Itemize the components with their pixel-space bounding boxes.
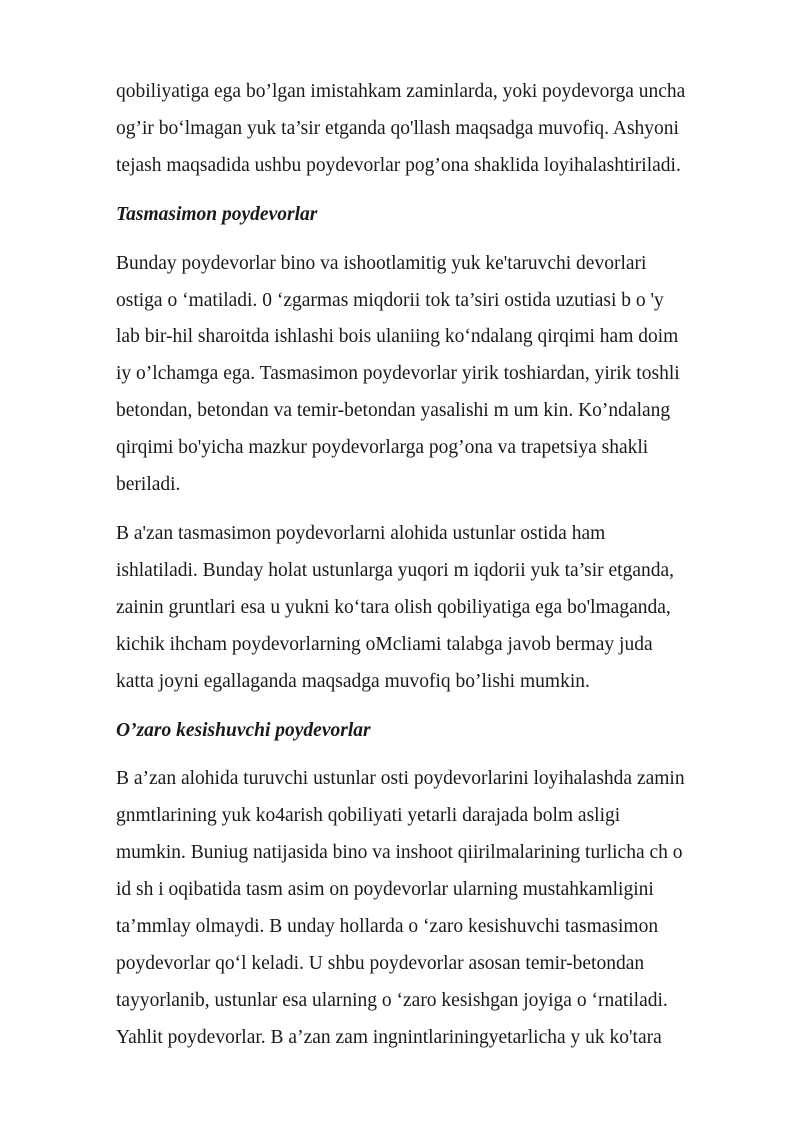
text-line: B a'zan tasmasimon poydevorlarni alohida ustunlar ostida ham	[116, 522, 606, 544]
text-line: Yahlit poydevorlar. B a’zan zam ingnintlariningyetarlicha y uk ko'tara	[116, 1026, 662, 1048]
text-line: ostiga o ‘matiladi. 0 ‘zgarmas miqdorii tok ta’siri ostida uzutiasi b o 'y	[116, 289, 664, 311]
text-line: qobiliyatiga ega bo’lgan imistahkam zaminlarda, yoki poydevorga uncha	[116, 81, 686, 102]
paragraph-ozaro-description	[116, 761, 746, 1056]
text-line: ishlatiladi. Bunday holat ustunlarga yuqori m iqdorii yuk ta’sir etganda,	[116, 559, 675, 581]
text-line: katta joyni egallaganda maqsadga muvofiq bo’lishi mumkin.	[116, 670, 590, 692]
text-line: mumkin. Buniug natijasida bino va inshoot qiirilmalarining turlicha ch o	[116, 842, 683, 864]
text-line: gnmtlarining yuk ko4arish qobiliyati yetarli darajada bolm asligi	[116, 805, 621, 827]
text-line: og’ir bo‘lmagan yuk ta’sir etganda qo'llash maqsadga muvofiq. Ashyoni	[116, 117, 679, 139]
paragraph-intro	[116, 74, 746, 185]
section-heading-ozaro: O’zaro kesishuvchi poydevorlar	[116, 719, 371, 741]
text-line: ta’mmlay olmaydi. B unday hollarda o ‘zaro kesishuvchi tasmasimon	[116, 916, 659, 938]
text-line: tayyorlanib, ustunlar esa ularning o ‘zaro kesishgan joyiga o ‘rnatiladi.	[116, 989, 668, 1011]
text-line: Bunday poydevorlar bino va ishootlamitig yuk ke'taruvchi devorlari	[116, 252, 647, 274]
section-heading-tasmasimon: Tasmasimon poydevorlar	[116, 203, 318, 225]
text-line: id sh i oqibatida tasm asim on poydevorlar ularning mustahkamligini	[116, 879, 654, 901]
text-line: kichik ihcham poydevorlarning oMcliami talabga javob bermay juda	[116, 633, 653, 655]
document-page	[116, 74, 746, 1069]
text-line: iy o’lchamga ega. Tasmasimon poydevorlar yirik toshiardan, yirik toshli	[116, 363, 680, 385]
paragraph-tasmasimon-description	[116, 246, 746, 504]
text-line: lab bir-hil sharoitda ishlashi bois ulaniing ko‘ndalang qirqimi ham doim	[116, 326, 679, 348]
text-line: B a’zan alohida turuvchi ustunlar osti poydevorlarini loyihalashda zamin	[116, 768, 685, 790]
text-line: qirqimi bo'yicha mazkur poydevorlarga pog’ona va trapetsiya shakli	[116, 437, 649, 459]
text-line: poydevorlar qo‘l keladi. U shbu poydevorlar asosan temir-betondan	[116, 952, 645, 974]
paragraph-tasmasimon-usage	[116, 516, 746, 701]
text-line: beriladi.	[116, 474, 181, 496]
text-line: tejash maqsadida ushbu poydevorlar pog’ona shaklida loyihalashtiriladi.	[116, 154, 681, 176]
text-line: zainin gruntlari esa u yukni ko‘tara olish qobiliyatiga ega bo'lmaganda,	[116, 596, 671, 618]
text-line: betondan, betondan va temir-betondan yasalishi m um kin. Ko’ndalang	[116, 400, 671, 422]
